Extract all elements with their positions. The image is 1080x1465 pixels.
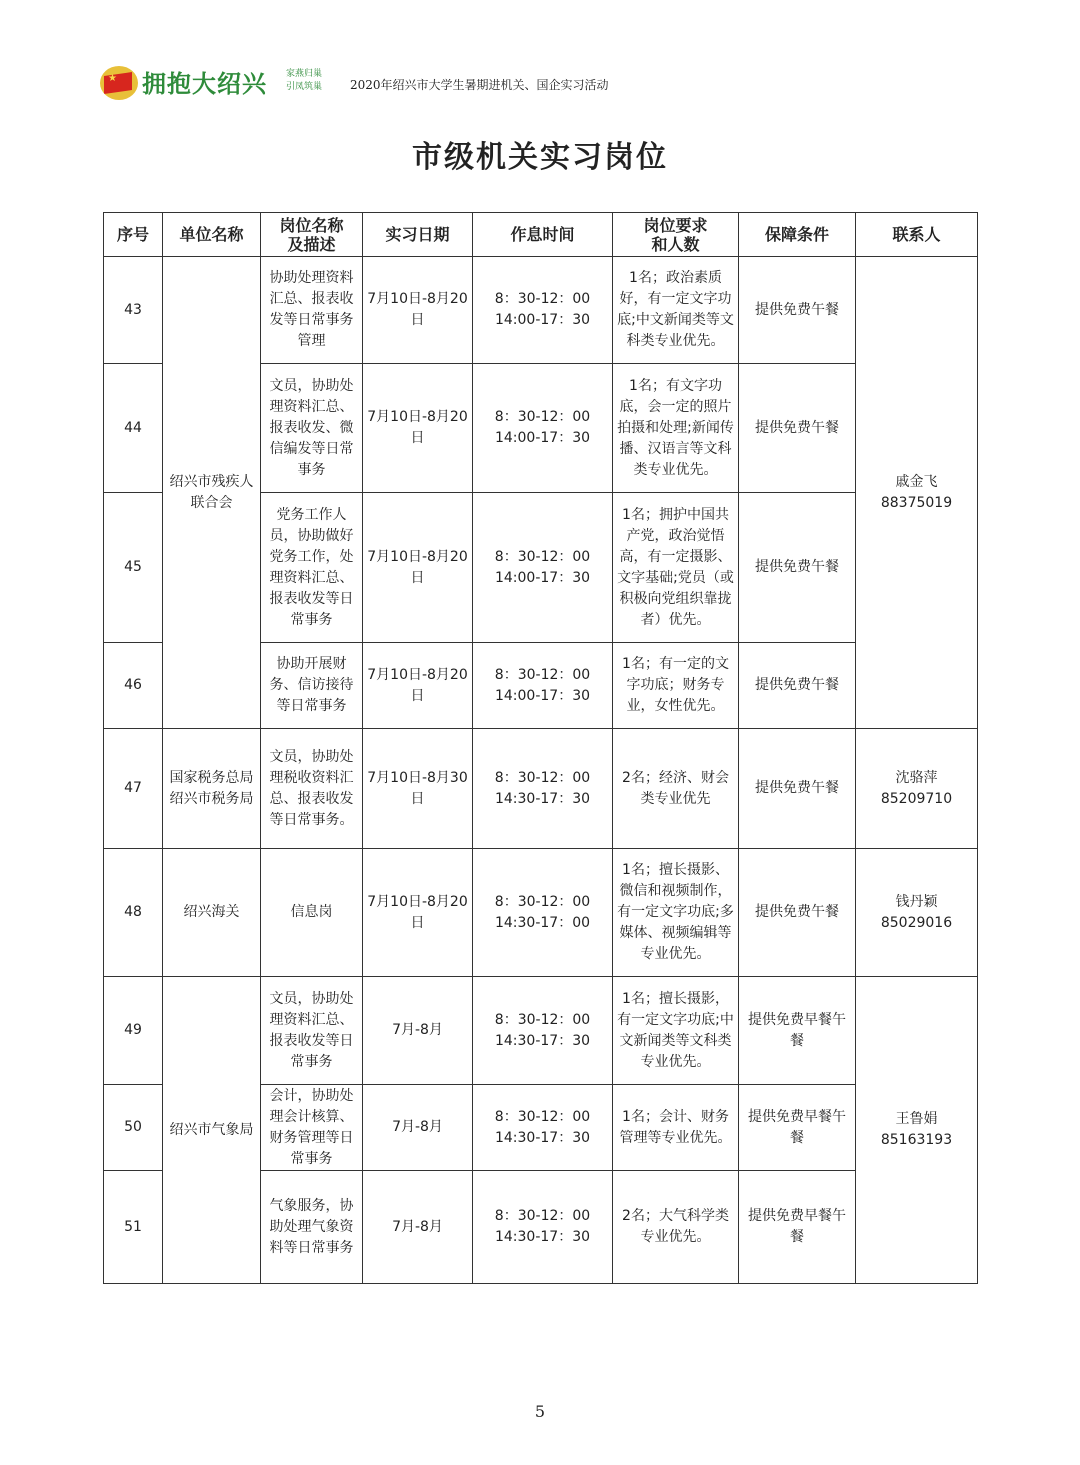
time-pm: 14:30-17：30 xyxy=(494,1129,591,1146)
internship-table xyxy=(103,212,978,1284)
cell-req: 1名；有一定的文字功底；财务专业，女性优先。 xyxy=(613,643,739,729)
time-pm: 14:30-17：30 xyxy=(494,790,591,807)
cell-contact xyxy=(856,729,978,849)
cell-post: 信息岗 xyxy=(261,849,363,977)
cell-no: 50 xyxy=(104,1085,163,1171)
cell-unit: 绍兴市气象局 xyxy=(163,977,261,1284)
cell-req: 2名；大气科学类专业优先。 xyxy=(613,1171,739,1284)
table-row xyxy=(104,257,978,364)
time-am: 8：30-12：00 xyxy=(494,1108,591,1125)
header-title: 2020年绍兴市大学生暑期进机关、国企实习活动 xyxy=(350,78,609,92)
contact-phone: 85209710 xyxy=(880,790,953,807)
contact-name: 沈骆萍 xyxy=(895,769,938,786)
page-number: 5 xyxy=(534,1402,546,1421)
document-title: 市级机关实习岗位 xyxy=(412,140,668,175)
table-row xyxy=(104,977,978,1085)
time-am: 8：30-12：00 xyxy=(494,1208,591,1224)
cell-req: 2名；经济、财会类专业优先 xyxy=(613,729,739,849)
cell-no: 51 xyxy=(104,1171,163,1284)
cell-date: 7月-8月 xyxy=(363,1171,473,1284)
cell-post: 文员，协助处理税收资料汇总、报表收发等日常事务。 xyxy=(261,729,363,849)
time-pm: 14:00-17：30 xyxy=(494,312,591,328)
cell-date: 7月10日-8月20日 xyxy=(363,364,473,493)
cell-date: 7月10日-8月20日 xyxy=(363,493,473,643)
time-pm: 14:00-17：30 xyxy=(494,569,591,586)
logo-text: 拥抱大绍兴 xyxy=(142,69,267,98)
cell-time xyxy=(473,729,613,849)
logo-slogan: 家燕归巢 引凤筑巢 xyxy=(286,69,323,92)
cell-cond: 提供免费早餐午餐 xyxy=(739,1171,856,1284)
cell-cond: 提供免费午餐 xyxy=(739,257,856,364)
col-header-date: 实习日期 xyxy=(363,213,473,257)
col-header-contact: 联系人 xyxy=(856,213,978,257)
contact-name: 钱丹颖 xyxy=(895,893,938,910)
time-pm: 14:00-17：30 xyxy=(494,687,591,704)
cell-post: 气象服务，协助处理气象资料等日常事务 xyxy=(261,1171,363,1284)
time-am: 8：30-12：00 xyxy=(494,1011,591,1028)
time-am: 8：30-12：00 xyxy=(494,409,591,425)
table-row xyxy=(104,849,978,977)
cell-time xyxy=(473,493,613,643)
cell-unit: 绍兴海关 xyxy=(163,849,261,977)
cell-time xyxy=(473,1171,613,1284)
cell-time xyxy=(473,257,613,364)
contact-name: 戚金飞 xyxy=(895,473,938,490)
time-am: 8：30-12：00 xyxy=(494,548,591,565)
cell-unit: 绍兴市残疾人联合会 xyxy=(163,257,261,729)
cell-cond: 提供免费午餐 xyxy=(739,849,856,977)
cell-time xyxy=(473,849,613,977)
cell-time xyxy=(473,977,613,1085)
cell-no: 43 xyxy=(104,257,163,364)
contact-phone: 88375019 xyxy=(880,494,953,511)
page-header xyxy=(100,62,980,106)
table-header-row xyxy=(104,213,978,257)
cell-date: 7月-8月 xyxy=(363,977,473,1085)
time-am: 8：30-12：00 xyxy=(494,291,591,307)
time-pm: 14:30-17：30 xyxy=(494,1032,591,1049)
youth-league-emblem-icon: ★ xyxy=(100,66,138,100)
cell-cond: 提供免费午餐 xyxy=(739,493,856,643)
cell-no: 47 xyxy=(104,729,163,849)
cell-cond: 提供免费早餐午餐 xyxy=(739,977,856,1085)
cell-date: 7月10日-8月20日 xyxy=(363,849,473,977)
time-am: 8：30-12：00 xyxy=(494,666,591,683)
cell-req: 1名；会计、财务管理等专业优先。 xyxy=(613,1085,739,1171)
col-header-unit: 单位名称 xyxy=(163,213,261,257)
cell-post: 文员，协助处理资料汇总、报表收发、微信编发等日常事务 xyxy=(261,364,363,493)
cell-no: 46 xyxy=(104,643,163,729)
contact-phone: 85029016 xyxy=(880,914,953,931)
cell-unit: 国家税务总局绍兴市税务局 xyxy=(163,729,261,849)
cell-req: 1名；擅长摄影、微信和视频制作，有一定文字功底;多媒体、视频编辑等专业优先。 xyxy=(613,849,739,977)
cell-contact xyxy=(856,977,978,1284)
time-pm: 14:30-17：30 xyxy=(494,1229,591,1245)
cell-req: 1名；有文字功底，会一定的照片拍摄和处理;新闻传播、汉语言等文科类专业优先。 xyxy=(613,364,739,493)
col-header-cond: 保障条件 xyxy=(739,213,856,257)
cell-req: 1名；政治素质好，有一定文字功底;中文新闻类等文科类专业优先。 xyxy=(613,257,739,364)
col-header-time: 作息时间 xyxy=(473,213,613,257)
cell-cond: 提供免费早餐午餐 xyxy=(739,1085,856,1171)
cell-req: 1名；擅长摄影，有一定文字功底;中文新闻类等文科类专业优先。 xyxy=(613,977,739,1085)
time-am: 8：30-12：00 xyxy=(494,769,591,786)
cell-contact xyxy=(856,257,978,729)
cell-no: 44 xyxy=(104,364,163,493)
cell-date: 7月10日-8月30日 xyxy=(363,729,473,849)
cell-date: 7月-8月 xyxy=(363,1085,473,1171)
table-row xyxy=(104,729,978,849)
col-header-no: 序号 xyxy=(104,213,163,257)
cell-cond: 提供免费午餐 xyxy=(739,643,856,729)
col-header-post: 岗位名称 及描述 xyxy=(261,213,363,257)
cell-post: 协助处理资料汇总、报表收发等日常事务管理 xyxy=(261,257,363,364)
cell-time xyxy=(473,1085,613,1171)
cell-post: 文员，协助处理资料汇总、报表收发等日常事务 xyxy=(261,977,363,1085)
time-pm: 14:30-17：00 xyxy=(494,914,591,931)
cell-date: 7月10日-8月20日 xyxy=(363,257,473,364)
cell-no: 49 xyxy=(104,977,163,1085)
cell-cond: 提供免费午餐 xyxy=(739,729,856,849)
contact-phone: 85163193 xyxy=(880,1132,953,1148)
cell-contact xyxy=(856,849,978,977)
cell-date: 7月10日-8月20日 xyxy=(363,643,473,729)
cell-req: 1名；拥护中国共产党，政治觉悟高，有一定摄影、文字基础;党员（或积极向党组织靠拢者）优先。 xyxy=(613,493,739,643)
cell-post: 会计，协助处理会计核算、财务管理等日常事务 xyxy=(261,1085,363,1171)
cell-post: 协助开展财务、信访接待等日常事务 xyxy=(261,643,363,729)
time-pm: 14:00-17：30 xyxy=(494,430,591,446)
cell-post: 党务工作人员，协助做好党务工作，处理资料汇总、报表收发等日常事务 xyxy=(261,493,363,643)
cell-no: 48 xyxy=(104,849,163,977)
time-am: 8：30-12：00 xyxy=(494,893,591,910)
cell-cond: 提供免费午餐 xyxy=(739,364,856,493)
cell-time xyxy=(473,643,613,729)
contact-name: 王鲁娟 xyxy=(895,1111,938,1127)
cell-no: 45 xyxy=(104,493,163,643)
col-header-req: 岗位要求 和人数 xyxy=(613,213,739,257)
cell-time xyxy=(473,364,613,493)
